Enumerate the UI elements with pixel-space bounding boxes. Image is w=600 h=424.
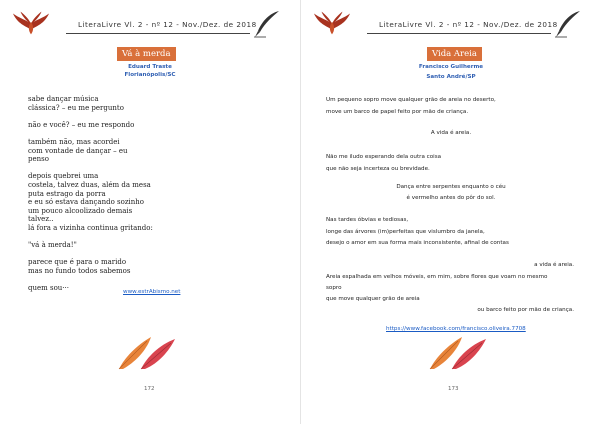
poem-line: Nas tardes óbvias e tediosas, [326,217,409,223]
poem-line: lá fora a vizinha continua gritando: [28,223,153,232]
poem-line: longe das árvores (im)perfeitas que vislumbro da janela, [326,229,485,235]
quill-pen-icon [252,9,282,39]
feathers-icon [428,335,498,371]
poem-line: também não, mas acordei [28,137,120,146]
poem-line: com vontade de dançar – eu [28,146,128,155]
poem-line: e eu só estava dançando sozinho [28,198,144,207]
poem-title: Vida Areia [427,47,482,61]
author-name: Eduard Traste [128,64,172,70]
poem-line: a vida é areia. [534,262,574,268]
poem-line: um pouco alcoolizado demais [28,206,133,215]
header-title: LiteraLivre Vl. 2 - nº 12 - Nov./Dez. de 2018 [78,20,257,29]
poem-line: mas no fundo todos sabemos [28,266,131,275]
website-link[interactable]: www.estrAbismo.net [123,289,181,295]
page-header [301,7,600,33]
poem-line: puta estrago da porra [28,189,106,198]
poem-stanza [28,258,228,275]
page-number: 172 [144,386,155,392]
poem-stanza [28,241,228,250]
poem-line: costela, talvez duas, além da mesa [28,180,151,189]
poem-line: não e você? – eu me respondo [28,120,135,129]
poem-line: depois quebrei uma [28,172,99,181]
author-name: Francisco Guilherme [418,64,484,70]
page-number: 173 [448,386,459,392]
poem-stanza [28,172,228,232]
right-page [300,0,600,424]
header-title: LiteraLivre Vl. 2 - nº 12 - Nov./Dez. de 2018 [379,20,558,29]
poem-line: que move qualquer grão de areia [326,296,420,302]
author-city: Santo André/SP [426,74,476,80]
header-rule [66,33,250,34]
poem-line: desejo o amor em sua forma mais inconsistente, afinal de contas [326,240,509,246]
poem-line: A vida é areia. [430,130,472,136]
phoenix-logo-icon [12,10,50,36]
poem-body [28,95,228,301]
poem-line: que não seja incerteza ou brevidade. [326,166,430,172]
author-city: Florianópolis/SC [124,72,176,78]
header-rule [367,33,551,34]
poem-line: parece que é para o marido [28,258,127,267]
poem-line: Areia espalhada em velhos móveis, em mim, sobre flores que voam no mesmo [326,274,548,280]
poem-stanza [28,95,228,112]
poem-line: sabe dançar música [28,95,99,103]
poem-line: Um pequeno sopro move qualquer grão de areia no deserto, [326,97,496,103]
phoenix-logo-icon [313,10,351,36]
poem-stanza [28,121,228,130]
poem-line: penso [28,155,49,164]
poem-line: sopro [326,285,342,291]
facebook-link[interactable]: https://www.facebook.com/francisco.oliveira.7708 [386,326,526,332]
poem-line: clássica? – eu me pergunto [28,103,124,112]
poem-line: move um barco de papel feito por mão de criança. [326,109,469,115]
poem-line: quem sou··· [28,284,69,293]
poem-title: Vá à merda [117,47,176,61]
poem-line: Dança entre serpentes enquanto o céu [396,184,506,190]
poem-stanza [28,138,228,164]
poem-line: talvez.. [28,215,54,224]
poem-line: Não me iludo esperando dela outra coisa [326,154,442,160]
page-header [0,7,300,33]
poem-line: "vá à merda!" [28,241,77,250]
quill-pen-icon [553,9,583,39]
poem-line: ou barco feito por mão de criança. [477,307,574,313]
poem-line: é vermelho antes do pôr do sol. [406,195,496,201]
feathers-icon [117,335,187,371]
